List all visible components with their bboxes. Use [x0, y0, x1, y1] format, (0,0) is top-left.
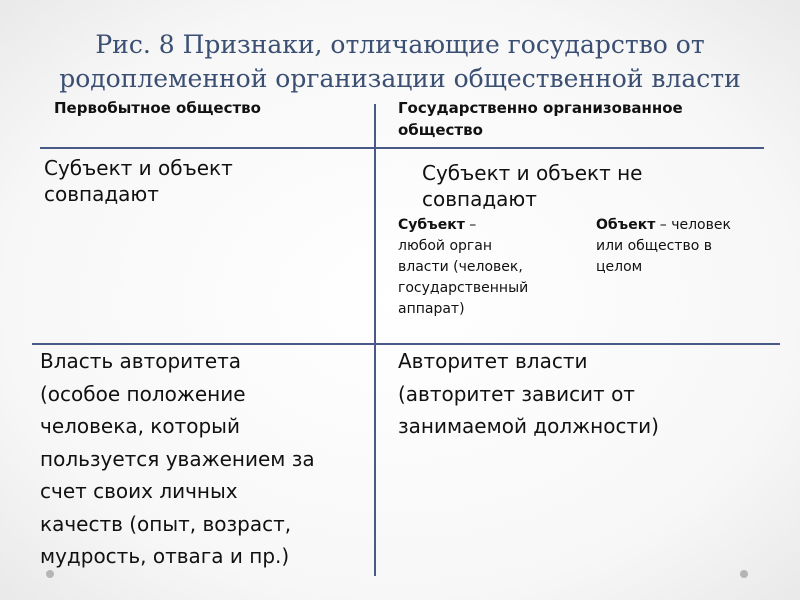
header-divider	[40, 147, 764, 149]
row2-left-cell: Власть авторитета (особое положение человека, который пользуется уважением за счет своих личных качеств (опыт, возраст, мудрость, отвага и пр.)	[40, 349, 315, 568]
object-term: Объект	[596, 217, 656, 233]
left-column-header: Первобытное общество	[54, 99, 261, 117]
corner-dot-right	[740, 570, 748, 578]
right-header-line-2: общество	[398, 121, 483, 139]
title-line-2: родоплеменной организации общественной власти	[59, 64, 741, 93]
column-divider	[374, 104, 376, 576]
subject-term: Субъект	[398, 217, 465, 233]
object-definition: Объект – человек или общество в целом	[596, 217, 731, 275]
row2-right-cell: Авторитет власти (авторитет зависит от занимаемой должности)	[398, 349, 659, 438]
subject-definition: Субъект – любой орган власти (человек, государственный аппарат)	[398, 217, 529, 317]
right-header-line-1: Государственно организованное	[398, 99, 683, 117]
row1-right-cell: Субъект и объект не совпадают	[422, 161, 643, 211]
slide-title	[0, 28, 800, 96]
corner-dot-left	[46, 570, 54, 578]
title-line-1: Рис. 8 Признаки, отличающие государство от	[95, 30, 705, 59]
row1-left-cell: Субъект и объект совпадают	[44, 156, 233, 206]
right-column-header	[398, 97, 683, 141]
